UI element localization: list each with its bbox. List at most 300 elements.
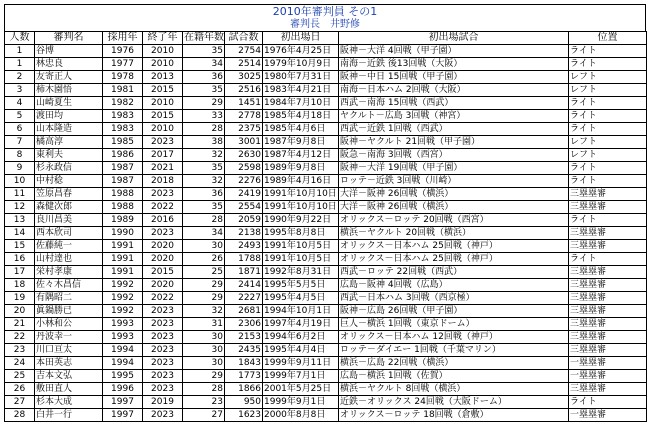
cell-hired-year: 1983 (103, 110, 143, 123)
cell-position: 三塁塁審 (569, 188, 647, 201)
cell-games: 2493 (225, 240, 263, 253)
cell-debut-date: 1999年9月1日 (263, 396, 339, 409)
cell-end-year: 2010 (143, 45, 183, 58)
cell-end-year: 2023 (143, 370, 183, 383)
cell-name: 谷博 (35, 45, 103, 58)
cell-debut-game: オリックス－ロッテ 20回戦（西宮） (339, 214, 569, 227)
cell-games: 1788 (225, 253, 263, 266)
cell-count: 20 (5, 305, 35, 318)
cell-hired-year: 1994 (103, 344, 143, 357)
cell-count: 28 (5, 409, 35, 422)
cell-debut-game: 広島－横浜 1回戦（佐賀） (339, 370, 569, 383)
cell-name: 西本欣司 (35, 227, 103, 240)
cell-debut-date: 1987年4月12日 (263, 149, 339, 162)
table-row (5, 266, 647, 279)
cell-years: 34 (183, 227, 225, 240)
cell-name: 杉永政信 (35, 162, 103, 175)
cell-debut-game: 大洋－阪神 26回戦（横浜） (339, 188, 569, 201)
cell-name: 東利夫 (35, 149, 103, 162)
cell-position: ライト (569, 175, 647, 188)
cell-count: 1 (5, 45, 35, 58)
cell-name: 有隅昭二 (35, 292, 103, 305)
cell-years: 28 (183, 123, 225, 136)
cell-debut-date: 1994年6月2日 (263, 331, 339, 344)
cell-name: 白井一行 (35, 409, 103, 422)
cell-debut-date: 2001年5月25日 (263, 383, 339, 396)
cell-position: 一塁塁審 (569, 409, 647, 422)
cell-debut-game: 近鉄－オリックス 24回戦（大阪ドーム） (339, 396, 569, 409)
cell-position: 一塁塁審 (569, 357, 647, 370)
cell-games: 3001 (225, 136, 263, 149)
cell-count: 21 (5, 318, 35, 331)
cell-end-year: 2018 (143, 175, 183, 188)
cell-name: 栄村孝康 (35, 266, 103, 279)
cell-hired-year: 1996 (103, 383, 143, 396)
cell-years: 29 (183, 292, 225, 305)
cell-debut-game: 阪神－中日 15回戦（甲子園） (339, 71, 569, 84)
cell-end-year: 2023 (143, 409, 183, 422)
cell-count: 15 (5, 240, 35, 253)
cell-end-year: 2016 (143, 214, 183, 227)
cell-end-year: 2023 (143, 188, 183, 201)
cell-hired-year: 1988 (103, 188, 143, 201)
cell-debut-game: 横浜－広島 22回戦（横浜） (339, 357, 569, 370)
cell-end-year: 2023 (143, 331, 183, 344)
cell-hired-year: 1986 (103, 149, 143, 162)
cell-debut-date: 1989年9月8日 (263, 162, 339, 175)
cell-years: 30 (183, 240, 225, 253)
cell-debut-game: 巨人－横浜 1回戦（東京ドーム） (339, 318, 569, 331)
header-years: 在籍年数 (184, 32, 224, 43)
umpire-roster-sheet (4, 4, 646, 422)
cell-name: 敷田直人 (35, 383, 103, 396)
table-row (5, 318, 647, 331)
cell-position: 三塁塁審 (569, 292, 647, 305)
cell-position: 三塁塁審 (569, 279, 647, 292)
table-row (5, 175, 647, 188)
cell-games: 2554 (225, 201, 263, 214)
cell-debut-game: 南海－日本ハム 2回戦（大阪） (339, 84, 569, 97)
cell-count: 9 (5, 162, 35, 175)
cell-debut-game: ロッテ－近鉄 3回戦（川崎） (339, 175, 569, 188)
cell-debut-date: 1991年10月10日 (264, 202, 337, 212)
table-row (5, 58, 647, 71)
header-hired-year: 採用年 (103, 32, 143, 45)
cell-count: 27 (5, 396, 35, 409)
cell-games: 1871 (225, 266, 263, 279)
cell-debut-game: 阪神－大洋 4回戦（甲子園） (339, 45, 569, 58)
cell-end-year: 2015 (143, 266, 183, 279)
cell-hired-year: 1997 (103, 396, 143, 409)
table-row (5, 188, 647, 201)
cell-name: 渡田均 (35, 110, 103, 123)
table-row (5, 383, 647, 396)
cell-count: 3 (5, 84, 35, 97)
cell-debut-game: ロッテ－ダイエー 1回戦（千葉マリン） (339, 344, 569, 357)
cell-position: 三塁塁審 (569, 344, 647, 357)
header-name: 審判名 (35, 32, 103, 45)
cell-hired-year: 1976 (103, 45, 143, 58)
cell-debut-game: 阪神－ヤクルト 21回戦（甲子園） (339, 136, 569, 149)
cell-count: 8 (5, 149, 35, 162)
cell-end-year: 2023 (143, 344, 183, 357)
table-row (5, 305, 647, 318)
table-row (5, 279, 647, 292)
cell-years: 26 (183, 253, 225, 266)
cell-debut-date: 1991年10月5日 (263, 253, 339, 266)
header-end-year: 終了年 (143, 32, 183, 45)
cell-debut-game: 広島－阪神 4回戦（広島） (339, 279, 569, 292)
cell-debut-date: 1995年4月5日 (263, 292, 339, 305)
cell-end-year: 2023 (143, 305, 183, 318)
cell-hired-year: 1991 (103, 240, 143, 253)
cell-position: レフト (569, 71, 647, 84)
cell-games: 3025 (225, 71, 263, 84)
cell-debut-date: 1995年8月8日 (263, 227, 339, 240)
header-games: 試合数 (225, 32, 263, 45)
cell-hired-year: 1992 (103, 279, 143, 292)
cell-count: 16 (5, 253, 35, 266)
cell-debut-game: 南海－近鉄 後13回戦（大阪） (339, 58, 569, 71)
cell-count: 22 (5, 331, 35, 344)
cell-hired-year: 1993 (103, 318, 143, 331)
cell-years: 23 (183, 396, 225, 409)
table-row (5, 84, 647, 97)
sheet-title: 2010年審判員 その1 (4, 4, 646, 18)
cell-name: 山崎夏生 (35, 97, 103, 110)
cell-count: 12 (5, 201, 35, 214)
cell-name: 山本隆造 (35, 123, 103, 136)
cell-debut-game: 阪急－南海 3回戦（西宮） (339, 149, 569, 162)
cell-end-year: 2023 (143, 136, 183, 149)
table-row (5, 227, 647, 240)
header-position: 位置 (569, 32, 647, 45)
cell-name: 良川昌美 (35, 214, 103, 227)
cell-debut-date: 1999年7月1日 (263, 370, 339, 383)
cell-games: 2516 (225, 84, 263, 97)
cell-games: 2778 (225, 110, 263, 123)
sheet-subtitle: 審判長 井野修 (4, 18, 646, 31)
cell-count: 25 (5, 370, 35, 383)
table-row (5, 344, 647, 357)
cell-years: 30 (183, 357, 225, 370)
table-row (5, 201, 647, 214)
cell-count: 5 (5, 110, 35, 123)
cell-debut-date: 1992年8月31日 (263, 266, 339, 279)
cell-hired-year: 1988 (103, 201, 143, 214)
cell-debut-date: 1976年4月25日 (263, 45, 339, 58)
cell-debut-game: 西武－近鉄 1回戦（西武） (339, 123, 569, 136)
cell-name: 本田英志 (35, 357, 103, 370)
cell-hired-year: 1987 (103, 162, 143, 175)
cell-count: 23 (5, 344, 35, 357)
cell-debut-game: 西武－ロッテ 22回戦（西武） (339, 266, 569, 279)
cell-hired-year: 1994 (103, 357, 143, 370)
header-debut-game: 初出場試合 (339, 32, 569, 45)
cell-name: 佐藤純一 (35, 240, 103, 253)
cell-debut-date: 1991年10月5日 (263, 240, 339, 253)
cell-position: ライト (569, 58, 647, 71)
table-row (5, 97, 647, 110)
cell-position: ライト (569, 162, 647, 175)
cell-count: 18 (5, 279, 35, 292)
cell-count: 14 (5, 227, 35, 240)
cell-position: 三塁塁審 (569, 383, 647, 396)
cell-games: 2153 (225, 331, 263, 344)
table-row (5, 253, 647, 266)
cell-end-year: 2010 (143, 58, 183, 71)
cell-debut-game: オリックス－ロッテ 18回戦（倉敷） (339, 409, 569, 422)
cell-count: 17 (5, 266, 35, 279)
cell-years: 36 (183, 188, 225, 201)
cell-years: 32 (183, 175, 225, 188)
cell-years: 28 (183, 214, 225, 227)
cell-games: 2059 (225, 214, 263, 227)
table-row (5, 292, 647, 305)
cell-games: 2435 (225, 344, 263, 357)
cell-years: 35 (183, 201, 225, 214)
cell-count: 24 (5, 357, 35, 370)
cell-position: 三塁塁審 (569, 266, 647, 279)
cell-debut-date: 1980年7月31日 (263, 71, 339, 84)
cell-debut-game: オリックス－日本ハム 25回戦（神戸） (339, 253, 569, 266)
cell-position: ライト (569, 97, 647, 110)
header-count: 人数 (5, 32, 35, 45)
umpire-table (4, 31, 647, 422)
cell-games: 2414 (225, 279, 263, 292)
cell-count: 26 (5, 383, 35, 396)
cell-position: ライト (569, 253, 647, 266)
table-row (5, 370, 647, 383)
cell-years: 31 (183, 318, 225, 331)
cell-end-year: 2020 (143, 253, 183, 266)
cell-end-year: 2022 (143, 201, 183, 214)
cell-end-year: 2023 (143, 318, 183, 331)
cell-end-year: 2019 (143, 396, 183, 409)
table-body (5, 45, 647, 422)
cell-count: 19 (5, 292, 35, 305)
cell-years: 33 (183, 110, 225, 123)
cell-debut-date: 1987年9月8日 (263, 136, 339, 149)
cell-games: 2306 (225, 318, 263, 331)
cell-hired-year: 1987 (103, 175, 143, 188)
cell-games: 2138 (225, 227, 263, 240)
table-row (5, 45, 647, 58)
cell-position: 三塁塁審 (569, 227, 647, 240)
cell-debut-game: 大洋－阪神 26回戦（横浜） (339, 201, 569, 214)
cell-name: 柿木園悟 (35, 84, 103, 97)
cell-position: レフト (569, 149, 647, 162)
cell-hired-year: 1981 (103, 84, 143, 97)
cell-name: 佐々木昌信 (35, 279, 103, 292)
cell-debut-date: 1994年10月1日 (263, 305, 339, 318)
table-header-row (5, 32, 647, 45)
cell-years: 27 (183, 409, 225, 422)
cell-hired-year: 1991 (103, 253, 143, 266)
cell-hired-year: 1995 (103, 370, 143, 383)
cell-end-year: 2013 (143, 71, 183, 84)
cell-years: 28 (183, 383, 225, 396)
cell-hired-year: 1989 (103, 214, 143, 227)
table-row (5, 149, 647, 162)
cell-end-year: 2010 (143, 123, 183, 136)
cell-count: 10 (5, 175, 35, 188)
cell-debut-date: 1985年4月6日 (263, 123, 339, 136)
cell-end-year: 2023 (143, 357, 183, 370)
cell-end-year: 2021 (143, 162, 183, 175)
cell-debut-date: 1984年7月10日 (263, 97, 339, 110)
cell-name: 森健次郎 (35, 201, 103, 214)
cell-games: 2227 (225, 292, 263, 305)
cell-years: 30 (183, 344, 225, 357)
cell-hired-year: 1990 (103, 227, 143, 240)
cell-end-year: 2023 (143, 383, 183, 396)
cell-position: 三塁塁審 (569, 318, 647, 331)
cell-count: 4 (5, 97, 35, 110)
cell-count: 7 (5, 136, 35, 149)
cell-position: レフト (569, 136, 647, 149)
cell-name: 眞鍋勝已 (35, 305, 103, 318)
cell-name: 橘高淳 (35, 136, 103, 149)
cell-debut-game: 横浜－ヤクルト 8回戦（横浜） (339, 383, 569, 396)
cell-name: 笠原昌春 (35, 188, 103, 201)
cell-position: ライト (569, 214, 647, 227)
cell-count: 2 (5, 71, 35, 84)
cell-debut-game: ヤクルト－広島 3回戦（神宮） (339, 110, 569, 123)
cell-hired-year: 1997 (103, 409, 143, 422)
cell-hired-year: 1983 (103, 123, 143, 136)
table-row (5, 357, 647, 370)
cell-position: ライト (569, 396, 647, 409)
cell-debut-date: 1999年9月11日 (263, 357, 339, 370)
cell-position: ライト (569, 110, 647, 123)
cell-hired-year: 1978 (103, 71, 143, 84)
table-row (5, 396, 647, 409)
cell-years: 29 (183, 97, 225, 110)
table-row (5, 331, 647, 344)
cell-debut-game: オリックス－日本ハム 25回戦（神戸） (339, 240, 569, 253)
cell-games: 1623 (225, 409, 263, 422)
table-row (5, 110, 647, 123)
cell-games: 2514 (225, 58, 263, 71)
table-row (5, 162, 647, 175)
cell-games: 1866 (225, 383, 263, 396)
cell-name: 小林和公 (35, 318, 103, 331)
cell-games: 2598 (225, 162, 263, 175)
cell-debut-date: 1979年10月9日 (263, 58, 339, 71)
cell-debut-date: 1995年5月5日 (263, 279, 339, 292)
table-row (5, 71, 647, 84)
cell-years: 38 (183, 136, 225, 149)
cell-name: 林忠良 (35, 58, 103, 71)
cell-games: 1843 (225, 357, 263, 370)
cell-hired-year: 1992 (103, 292, 143, 305)
cell-count: 1 (5, 58, 35, 71)
cell-name: 山村達也 (35, 253, 103, 266)
cell-name: 杉本大成 (35, 396, 103, 409)
cell-hired-year: 1977 (103, 58, 143, 71)
cell-debut-game: 西武－日本ハム 3回戦（西京極） (339, 292, 569, 305)
cell-hired-year: 1993 (103, 331, 143, 344)
cell-end-year: 2023 (143, 227, 183, 240)
cell-debut-date: 1995年4月4日 (263, 344, 339, 357)
cell-years: 32 (183, 149, 225, 162)
table-row (5, 409, 647, 422)
table-row (5, 240, 647, 253)
cell-hired-year: 1985 (103, 136, 143, 149)
cell-position: 三塁塁審 (569, 331, 647, 344)
cell-name: 川口亘太 (35, 344, 103, 357)
cell-debut-date: 1983年4月21日 (263, 84, 339, 97)
cell-debut-game: 横浜－ヤクルト 20回戦（横浜） (339, 227, 569, 240)
cell-games: 2419 (225, 188, 263, 201)
table-row (5, 214, 647, 227)
cell-games: 2375 (225, 123, 263, 136)
cell-debut-date: 1990年9月22日 (263, 214, 339, 227)
cell-position: ライト (569, 123, 647, 136)
cell-games: 2754 (225, 45, 263, 58)
cell-games: 2630 (225, 149, 263, 162)
cell-years: 35 (183, 45, 225, 58)
cell-count: 13 (5, 214, 35, 227)
cell-years: 32 (183, 305, 225, 318)
cell-name: 友寄正人 (35, 71, 103, 84)
cell-end-year: 2022 (143, 292, 183, 305)
cell-position: 三塁塁審 (569, 201, 647, 214)
cell-debut-date: 2000年8月8日 (263, 409, 339, 422)
cell-years: 35 (183, 84, 225, 97)
cell-position: レフト (569, 84, 647, 97)
cell-hired-year: 1992 (103, 305, 143, 318)
cell-end-year: 2020 (143, 240, 183, 253)
cell-years: 25 (183, 266, 225, 279)
cell-end-year: 2015 (143, 110, 183, 123)
cell-end-year: 2010 (143, 97, 183, 110)
cell-end-year: 2020 (143, 279, 183, 292)
cell-position: 三塁塁審 (569, 305, 647, 318)
cell-games: 950 (225, 396, 263, 409)
cell-games: 2681 (225, 305, 263, 318)
cell-years: 35 (183, 162, 225, 175)
cell-debut-game: 阪神－大洋 19回戦（甲子園） (339, 162, 569, 175)
cell-debut-game: 西武－南海 15回戦（西武） (339, 97, 569, 110)
header-debut-date: 初出場日 (263, 32, 339, 45)
cell-count: 6 (5, 123, 35, 136)
cell-debut-date: 1997年4月19日 (263, 318, 339, 331)
cell-years: 34 (183, 58, 225, 71)
table-row (5, 136, 647, 149)
cell-years: 29 (183, 370, 225, 383)
cell-name: 丹波幸一 (35, 331, 103, 344)
cell-count: 11 (5, 188, 35, 201)
cell-position: 三塁塁審 (569, 240, 647, 253)
cell-debut-game: 阪神－広島 26回戦（甲子園） (339, 305, 569, 318)
cell-games: 1773 (225, 370, 263, 383)
cell-hired-year: 1982 (103, 97, 143, 110)
cell-years: 29 (183, 279, 225, 292)
table-row (5, 123, 647, 136)
cell-debut-date: 1985年4月18日 (263, 110, 339, 123)
cell-end-year: 2015 (143, 84, 183, 97)
cell-hired-year: 1991 (103, 266, 143, 279)
cell-name: 中村稔 (35, 175, 103, 188)
cell-position: ライト (569, 45, 647, 58)
cell-years: 30 (183, 331, 225, 344)
cell-games: 1451 (225, 97, 263, 110)
cell-debut-date: 1989年4月16日 (263, 175, 339, 188)
cell-games: 2276 (225, 175, 263, 188)
cell-debut-game: オリックス－日本ハム 12回戦（神戸） (339, 331, 569, 344)
